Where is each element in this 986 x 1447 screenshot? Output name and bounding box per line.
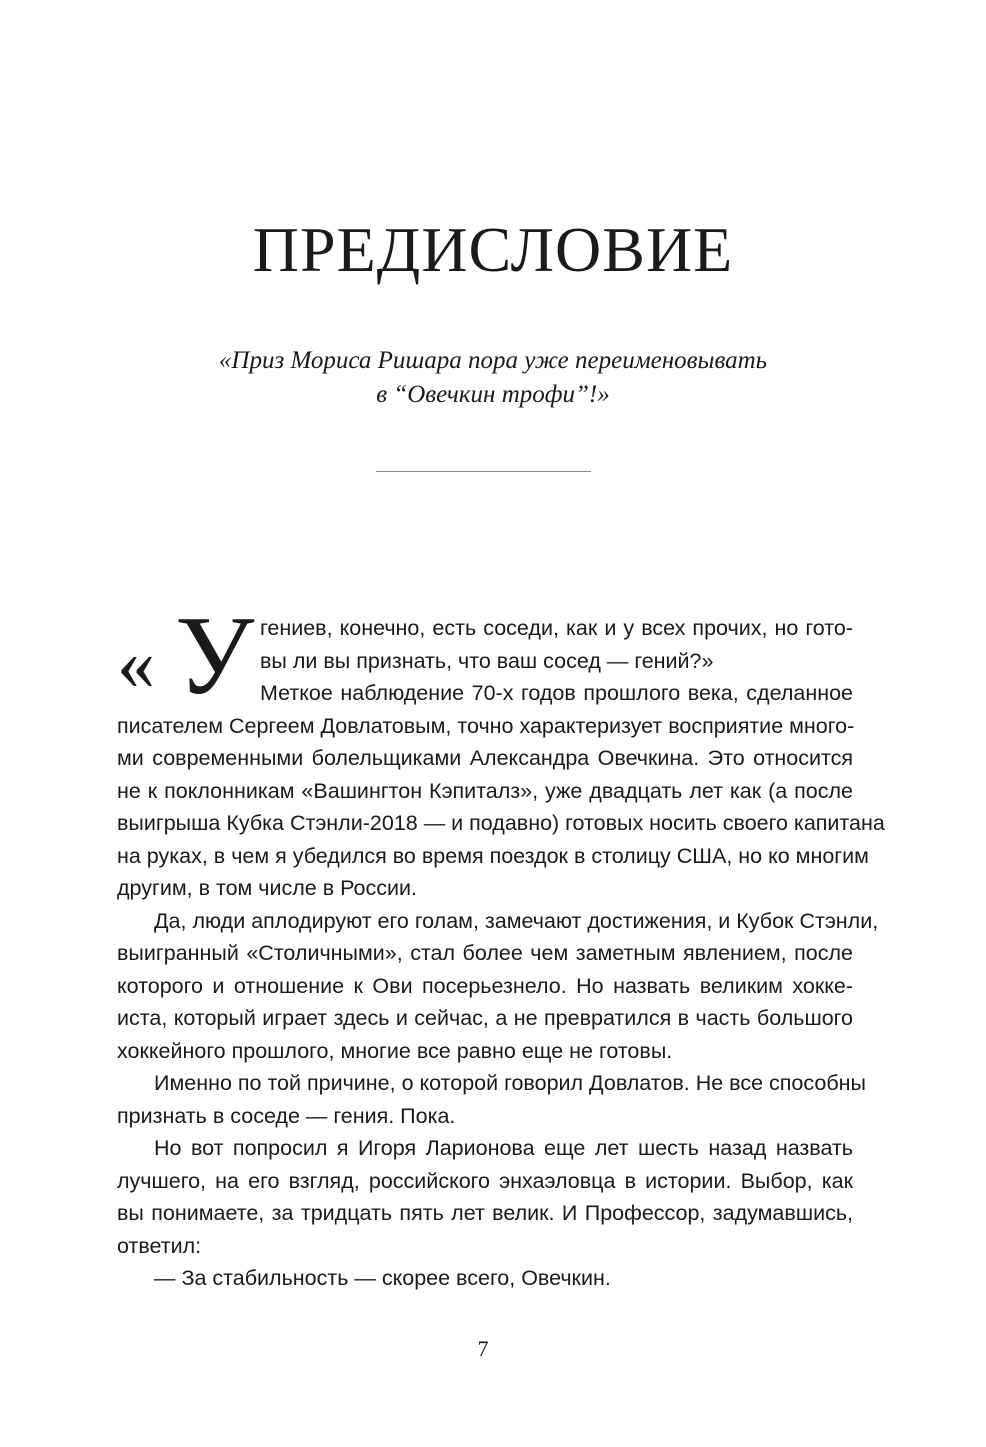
text-line: Меткое наблюдение 70-х годов прошлого века, сделанное <box>260 681 853 705</box>
text-line: писателем Сергеем Довлатовым, точно характеризует восприятие много- <box>117 713 855 738</box>
chapter-title: ПРЕДИСЛОВИЕ <box>252 214 734 285</box>
text-line: хоккейного прошлого, многие все равно еще не готовы. <box>117 1038 673 1063</box>
text-line: — За стабильность — скорее всего, Овечкин. <box>154 1266 611 1290</box>
text-line: лучшего, на его взгляд, российского энхаэловца в истории. Выбор, как <box>117 1168 853 1193</box>
epigraph-line-1: «Приз Мориса Ришара пора уже переименовывать <box>218 347 768 374</box>
page-number: 7 <box>477 1336 489 1361</box>
text-line: ответил: <box>117 1233 202 1258</box>
text-line: не к поклонникам «Вашингтон Кэпиталз», уже двадцать лет как (а после <box>117 778 853 803</box>
text-line: Именно по той причине, о которой говорил Довлатов. Не все способны <box>154 1071 866 1095</box>
dropcap-letter: У <box>175 594 255 718</box>
text-line: выигрыша Кубка Стэнли-2018 — и подавно) готовых носить своего капитана <box>117 811 885 835</box>
body-text <box>117 594 885 1295</box>
text-line: которого и отношение к Ови посерьезнело. Но назвать великим хокке- <box>117 973 853 998</box>
dropcap-quote-mark: « <box>117 622 155 706</box>
text-line: ми современными болельщиками Александра Овечкина. Это относится <box>117 746 853 770</box>
divider-rule <box>376 471 591 472</box>
text-line: вы понимаете, за тридцать пять лет велик. И Профессор, задумавшись, <box>117 1201 853 1225</box>
text-line: иста, который играет здесь и сейчас, а не превратился в часть большого <box>117 1006 853 1030</box>
paragraph-1-opening <box>117 594 853 718</box>
text-line: гениев, конечно, есть соседи, как и у всех прочих, но гото- <box>260 616 853 640</box>
text-line: признать в соседе — гения. Пока. <box>117 1103 456 1128</box>
text-line: выигранный «Столичными», стал более чем заметным явлением, после <box>117 941 853 965</box>
text-line: другим, в том числе в России. <box>117 876 417 900</box>
text-line: Но вот попросил я Игоря Ларионова еще лет шесть назад назвать <box>154 1136 853 1160</box>
text-line: вы ли вы признать, что ваш сосед — гений?» <box>260 648 714 673</box>
epigraph <box>0 344 986 412</box>
text-line: Да, люди аплодируют его голам, замечают достижения, и Кубок Стэнли, <box>154 908 879 933</box>
text-line: на руках, в чем я убедился во время поездок в столицу США, но ко многим <box>117 843 869 868</box>
epigraph-line-2: в “Овечкин трофи”!» <box>376 381 610 408</box>
